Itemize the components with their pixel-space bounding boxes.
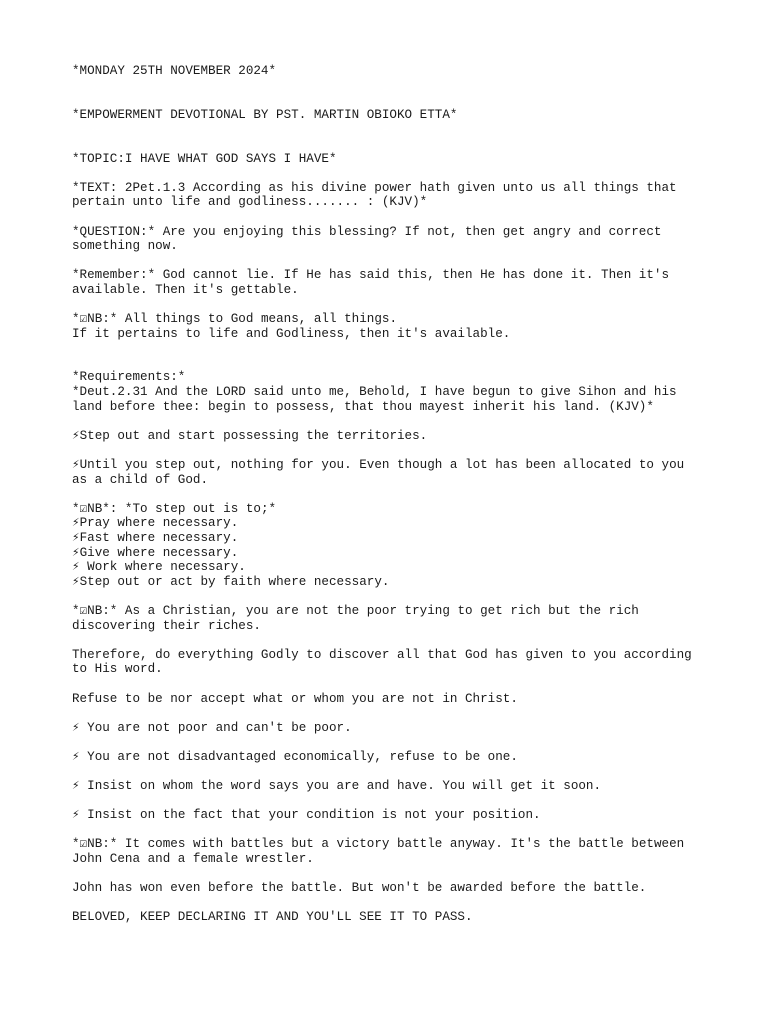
bolt-paragraph: ⚡ You are not poor and can't be poor.	[72, 720, 352, 735]
list-item: ⚡Pray where necessary.	[72, 516, 239, 531]
date-line: *MONDAY 25TH NOVEMBER 2024*	[72, 64, 277, 78]
requirements-block	[72, 370, 702, 414]
bolt-paragraph: ⚡ You are not disadvantaged economically, refuse to be one.	[72, 749, 518, 764]
step-out-paragraph: ⚡Step out and start possessing the territories.	[72, 428, 428, 443]
nb-all-things-block	[72, 312, 702, 341]
nb-battle-paragraph: *☑NB:* It comes with battles but a victory battle anyway. It's the battle between John Cena and a female wrestler.	[72, 837, 692, 867]
john-paragraph: John has won even before the battle. But won't be awarded before the battle.	[72, 881, 647, 896]
list-item: ⚡Step out or act by faith where necessary.	[72, 574, 390, 589]
question-paragraph: *QUESTION:* Are you enjoying this blessing? If not, then get angry and correct something now.	[72, 224, 670, 254]
remember-paragraph: *Remember:* God cannot lie. If He has said this, then He has done it. Then it's available. Then it's gettable.	[72, 268, 677, 297]
requirements-scripture: *Deut.2.31 And the LORD said unto me, Behold, I have begun to give Sihon and his land before thee: begin to possess, that thou mayest inherit his land. (KJV)*	[72, 385, 685, 414]
text-scripture: *TEXT: 2Pet.1.3 According as his divine power hath given unto us all things that pertain unto life and godliness....... : (KJV)*	[72, 180, 685, 210]
closing-declaration: BELOVED, KEEP DECLARING IT AND YOU'LL SEE IT TO PASS.	[72, 910, 473, 925]
therefore-paragraph: Therefore, do everything Godly to discover all that God has given to you according to His word.	[72, 647, 700, 677]
nb-christian-paragraph: *☑NB:* As a Christian, you are not the poor trying to get rich but the rich discovering their riches.	[72, 603, 647, 633]
topic-line: *TOPIC:I HAVE WHAT GOD SAYS I HAVE*	[72, 151, 337, 166]
step-out-list-heading: *☑NB*: *To step out is to;*	[72, 501, 277, 516]
requirements-heading: *Requirements:*	[72, 370, 186, 385]
devotional-document	[72, 64, 702, 925]
until-paragraph: ⚡Until you step out, nothing for you. Even though a lot has been allocated to you as a child of God.	[72, 458, 692, 487]
list-item: ⚡Fast where necessary.	[72, 531, 239, 545]
step-out-list-block	[72, 502, 702, 590]
nb-pertains-line: If it pertains to life and Godliness, then it's available.	[72, 326, 511, 341]
refuse-paragraph: Refuse to be nor accept what or whom you are not in Christ.	[72, 691, 518, 706]
bolt-paragraph: ⚡ Insist on whom the word says you are and have. You will get it soon.	[72, 779, 602, 794]
devotional-title: *EMPOWERMENT DEVOTIONAL BY PST. MARTIN OBIOKO ETTA*	[72, 107, 458, 122]
list-item: ⚡Give where necessary.	[72, 545, 239, 560]
bolt-paragraph: ⚡ Insist on the fact that your condition is not your position.	[72, 808, 541, 823]
list-item: ⚡ Work where necessary.	[72, 560, 246, 575]
nb-all-things-line: *☑NB:* All things to God means, all things.	[72, 312, 397, 327]
